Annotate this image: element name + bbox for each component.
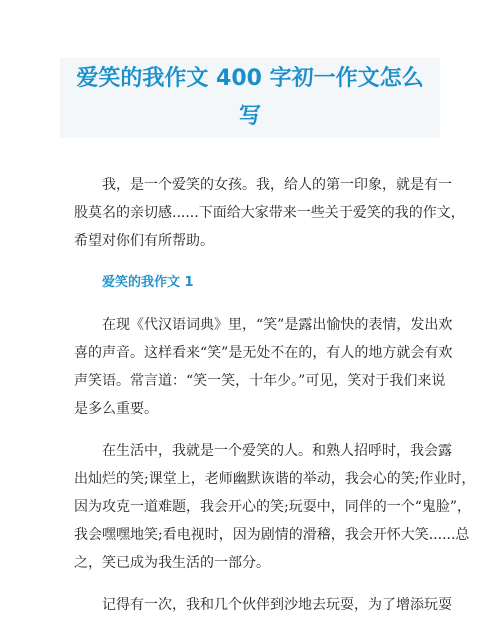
paragraph-line: 股莫名的亲切感......下面给大家带来一些关于爱笑的我的作文， — [74, 205, 465, 221]
title-line: 写 — [238, 104, 261, 129]
paragraph-line: 出灿烂的笑;课堂上，老师幽默诙谐的举动，我会心的笑;作业时， — [74, 471, 476, 487]
paragraph-line: 喜的声音。这样看来“笑”是无处不在的，有人的地方就会有欢 — [74, 345, 453, 361]
paragraph-line: 声笑语。常言道：“笑一笑，十年少。”可见，笑对于我们来说 — [74, 373, 446, 389]
paragraph-line: 是多么重要。 — [74, 401, 158, 417]
paragraph-line: 我，是一个爱笑的女孩。我，给人的第一印象，就是有一 — [102, 177, 452, 193]
paragraph-line: 在生活中，我就是一个爱笑的人。和熟人招呼时，我会露 — [102, 443, 452, 459]
paragraph-line: 在现《代汉语词典》里，“笑”是露出愉快的表情，发出欢 — [102, 317, 453, 333]
intro-paragraph — [74, 171, 465, 255]
body-paragraph — [74, 591, 452, 619]
body-paragraph — [74, 311, 453, 423]
paragraph-line: 因为攻克一道难题，我会开心的笑;玩耍中，同伴的一个“鬼脸”， — [74, 499, 472, 515]
title-line: 爱笑的我作文 400 字初一作文怎么 — [76, 66, 424, 91]
paragraph-line: 记得有一次，我和几个伙伴到沙地去玩耍，为了增添玩耍 — [102, 597, 452, 613]
document-body — [74, 171, 476, 633]
section-heading: 爱笑的我作文 1 — [102, 275, 194, 290]
paragraph-line: 我会嘿嘿地笑;看电视时，因为剧情的滑稽，我会开怀大笑......总 — [74, 527, 470, 543]
paragraph-line: 之，笑已成为我生活的一部分。 — [74, 555, 270, 571]
paragraph-line: 希望对你们有所帮助。 — [74, 233, 214, 249]
body-paragraph — [74, 437, 476, 577]
document-title — [60, 58, 440, 138]
